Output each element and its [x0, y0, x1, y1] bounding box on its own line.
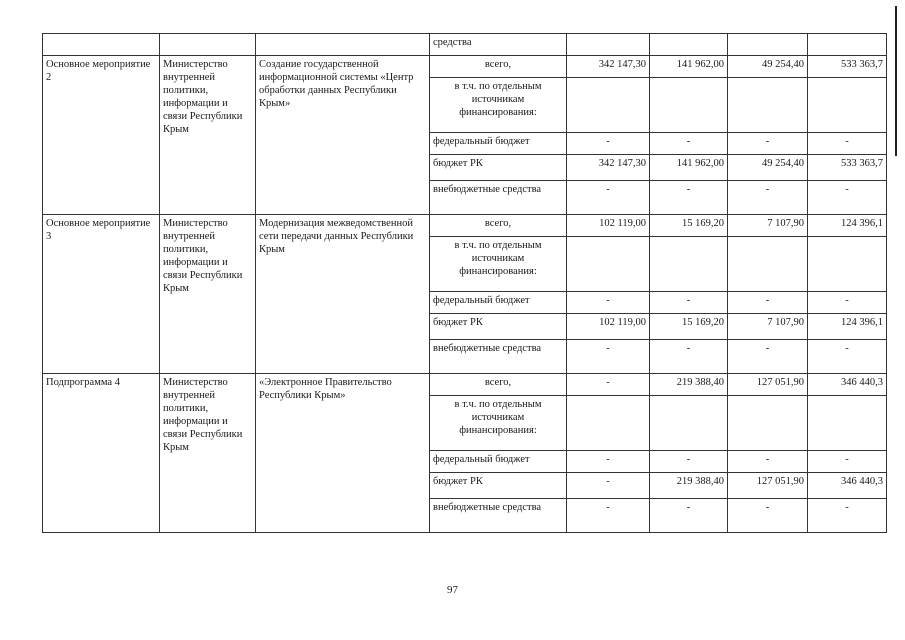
amount-cell: 346 440,3	[808, 374, 887, 396]
amount-cell: 533 363,7	[808, 155, 887, 181]
amount-cell: -	[808, 451, 887, 473]
amount-cell: 219 388,40	[650, 374, 728, 396]
amount-cell: 219 388,40	[650, 473, 728, 499]
funding-source-cell: бюджет РК	[430, 155, 567, 181]
amount-cell: -	[567, 374, 650, 396]
amount-cell: -	[808, 340, 887, 374]
empty-cell	[43, 34, 160, 56]
amount-cell: -	[567, 340, 650, 374]
amount-cell: 102 119,00	[567, 215, 650, 237]
executor-cell: Министерство внутренней политики, информации и связи Республики Крым	[160, 56, 256, 215]
funding-source-cell: в т.ч. по отдельным источникам финансирования:	[430, 237, 567, 292]
amount-cell: 342 147,30	[567, 56, 650, 78]
empty-cell	[160, 34, 256, 56]
executor-cell: Министерство внутренней политики, информации и связи Республики Крым	[160, 215, 256, 374]
amount-cell	[567, 237, 650, 292]
measure-name-cell: «Электронное Правительство Республики Крым»	[256, 374, 430, 533]
measure-name-cell: Модернизация межведомственной сети передачи данных Республики Крым	[256, 215, 430, 374]
amount-cell: -	[567, 473, 650, 499]
funding-source-cell: внебюджетные средства	[430, 499, 567, 533]
amount-cell: -	[728, 499, 808, 533]
amount-cell: -	[567, 499, 650, 533]
amount-cell	[808, 237, 887, 292]
amount-cell	[808, 396, 887, 451]
amount-cell	[650, 237, 728, 292]
funding-source-cell: внебюджетные средства	[430, 340, 567, 374]
funding-source-cell: федеральный бюджет	[430, 133, 567, 155]
amount-cell: 15 169,20	[650, 215, 728, 237]
amount-cell	[650, 396, 728, 451]
program-code-cell: Подпрограмма 4	[43, 374, 160, 533]
funding-source-cell: федеральный бюджет	[430, 451, 567, 473]
table-row	[43, 56, 887, 78]
funding-source-cell: в т.ч. по отдельным источникам финансирования:	[430, 78, 567, 133]
amount-cell: -	[728, 181, 808, 215]
funding-source-cell: бюджет РК	[430, 314, 567, 340]
amount-cell: 102 119,00	[567, 314, 650, 340]
budget-table	[42, 33, 887, 533]
executor-cell: Министерство внутренней политики, информации и связи Республики Крым	[160, 374, 256, 533]
empty-cell	[728, 34, 808, 56]
source-cell: средства	[430, 34, 567, 56]
amount-cell: -	[567, 181, 650, 215]
amount-cell: -	[808, 181, 887, 215]
amount-cell: 533 363,7	[808, 56, 887, 78]
table-row	[43, 374, 887, 396]
amount-cell: 141 962,00	[650, 56, 728, 78]
amount-cell: -	[728, 133, 808, 155]
amount-cell: 49 254,40	[728, 155, 808, 181]
amount-cell: -	[650, 451, 728, 473]
amount-cell: -	[728, 292, 808, 314]
page-number: 97	[447, 584, 458, 596]
amount-cell: -	[567, 451, 650, 473]
funding-source-cell: внебюджетные средства	[430, 181, 567, 215]
amount-cell: 124 396,1	[808, 314, 887, 340]
program-code-cell: Основное мероприятие 2	[43, 56, 160, 215]
amount-cell: 15 169,20	[650, 314, 728, 340]
amount-cell	[567, 78, 650, 133]
amount-cell	[728, 237, 808, 292]
amount-cell	[808, 78, 887, 133]
funding-source-cell: бюджет РК	[430, 473, 567, 499]
amount-cell: -	[728, 451, 808, 473]
empty-cell	[650, 34, 728, 56]
amount-cell: -	[567, 133, 650, 155]
amount-cell	[728, 396, 808, 451]
amount-cell: 124 396,1	[808, 215, 887, 237]
amount-cell	[567, 396, 650, 451]
amount-cell: 141 962,00	[650, 155, 728, 181]
amount-cell: -	[650, 340, 728, 374]
amount-cell: -	[728, 340, 808, 374]
amount-cell: -	[650, 499, 728, 533]
page-edge-line	[895, 6, 897, 156]
amount-cell: -	[650, 181, 728, 215]
amount-cell: -	[650, 133, 728, 155]
program-code-cell: Основное мероприятие 3	[43, 215, 160, 374]
amount-cell: 127 051,90	[728, 374, 808, 396]
amount-cell: -	[808, 133, 887, 155]
amount-cell: 49 254,40	[728, 56, 808, 78]
amount-cell: 342 147,30	[567, 155, 650, 181]
empty-cell	[567, 34, 650, 56]
funding-source-cell: всего,	[430, 374, 567, 396]
funding-source-cell: федеральный бюджет	[430, 292, 567, 314]
amount-cell: 7 107,90	[728, 314, 808, 340]
amount-cell: 7 107,90	[728, 215, 808, 237]
amount-cell: 346 440,3	[808, 473, 887, 499]
empty-cell	[256, 34, 430, 56]
empty-cell	[808, 34, 887, 56]
funding-source-cell: всего,	[430, 56, 567, 78]
funding-source-cell: всего,	[430, 215, 567, 237]
funding-source-cell: в т.ч. по отдельным источникам финансирования:	[430, 396, 567, 451]
amount-cell: 127 051,90	[728, 473, 808, 499]
table-row	[43, 215, 887, 237]
measure-name-cell: Создание государственной информационной системы «Центр обработки данных Республики Крым»	[256, 56, 430, 215]
amount-cell	[728, 78, 808, 133]
amount-cell	[650, 78, 728, 133]
amount-cell: -	[650, 292, 728, 314]
amount-cell: -	[567, 292, 650, 314]
table-row-top	[43, 34, 887, 56]
amount-cell: -	[808, 292, 887, 314]
amount-cell: -	[808, 499, 887, 533]
